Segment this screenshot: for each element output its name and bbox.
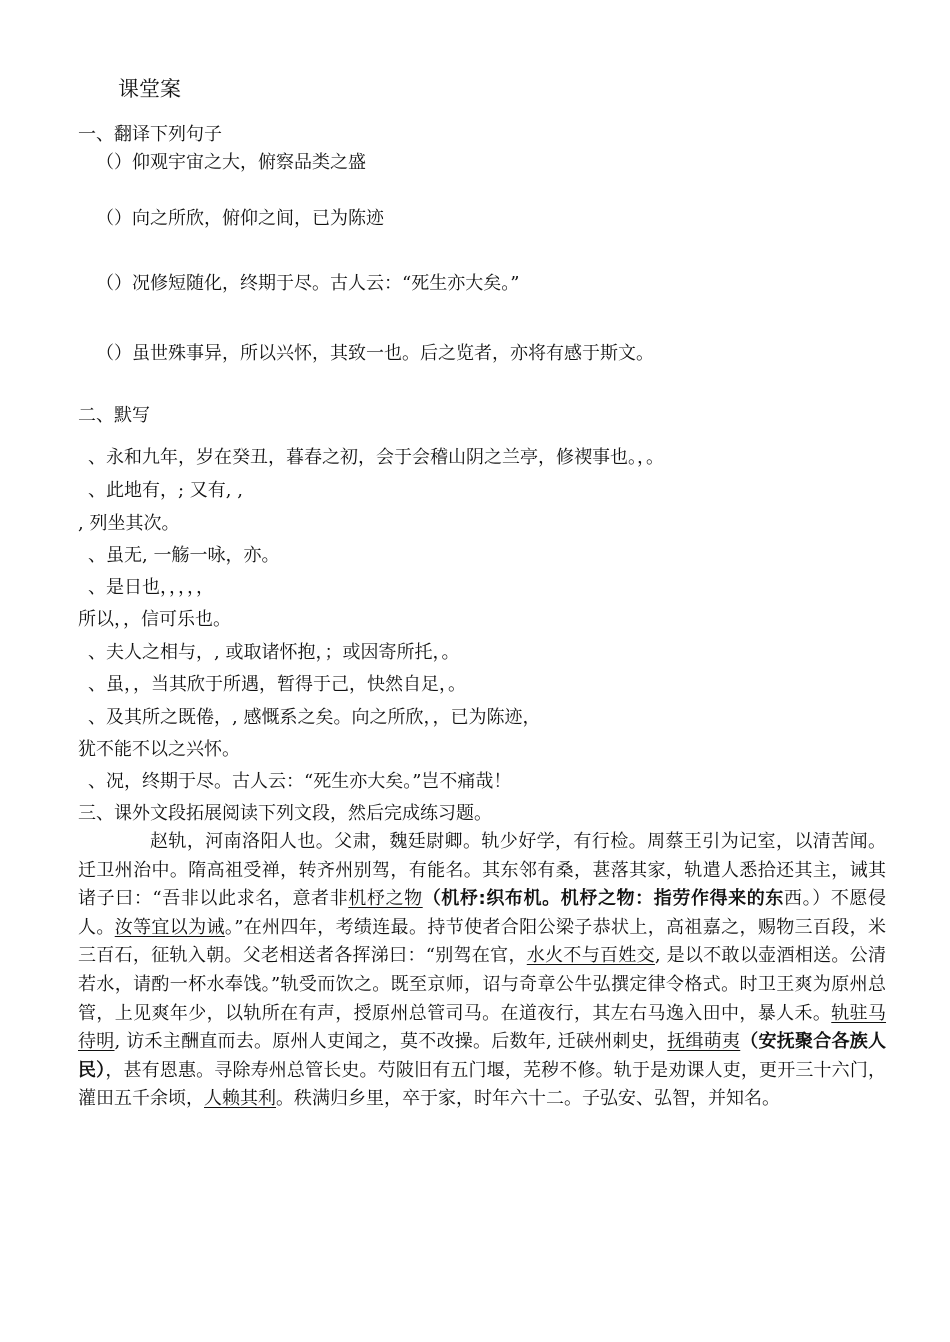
passage-text: 赵轨，河南洛阳人也。父肃，魏廷尉卿。轨少好学，有行检。周蔡王引为记室，以清苦闻。迁卫州治中。隋高祖受禅，转齐州别驾，有能名。其东邻有桑，葚落其家，轨遣人悉拾还其主，诫其诸子曰：“吾非以此求名，意者非 <box>78 831 886 910</box>
reading-passage <box>78 828 886 1114</box>
dictation-line-1: 、永和九年，岁在癸丑，暮春之初，会于会稽山阴之兰亭，修禊事也。，。 <box>88 447 664 468</box>
dictation-line-7: 、夫人之相与，, 或取诸怀抱，；或因寄所托，。 <box>88 642 460 663</box>
dictation-line-9: 、及其所之既倦，, 感慨系之矣。向之所欣，，已为陈迹， <box>88 707 541 728</box>
translate-item-4: （）虽世殊事异，所以兴怀，其致一也。后之览者，亦将有感于斯文。 <box>96 343 654 364</box>
passage-text: ，甚有恩惠。寻除寿州总管长史。芍陂旧有五门堰，芜秽不修。轨于是劝课人吏，更开三十六门，灌田五千余顷， <box>78 1059 887 1110</box>
translate-item-1: （）仰观宇宙之大，俯察品类之盛 <box>96 152 366 173</box>
translate-item-3: （）况修短随化，终期于尽。古人云：“死生亦大矣。” <box>96 273 520 294</box>
translate-item-2: （）向之所欣，俯仰之间，已为陈迹 <box>96 208 384 229</box>
annotation-note: （安抚聚合各族人民） <box>78 1031 887 1081</box>
underlined-phrase: 抚缉萌夷 <box>667 1031 741 1053</box>
annotation-note: （机杼:织布机。机杼之物：指劳作得来的东 <box>422 888 784 910</box>
section-2-heading: 二、默写 <box>78 405 150 426</box>
underlined-phrase: 轨驻马待明 <box>78 1002 887 1053</box>
passage-text: , 访禾主酬直而去。原州人吏闻之，莫不改操。后数年, 迁硖州刺史， <box>114 1031 668 1053</box>
passage-text: , 是以不敢以壶酒相送。公清若水，请酌一杯水奉饯。”轨受而饮之。既至京师，诏与奇章公牛弘撰定律令格式。时卫王爽为原州总管，上见爽年少，以轨所在有声，授原州总管司马。在道夜行，其左右马逸入田中，暴人禾。 <box>78 945 886 1024</box>
underlined-phrase: 机杼之物 <box>348 888 423 910</box>
underlined-phrase: 汝等宜以为诫 <box>114 916 225 938</box>
underlined-phrase: 人赖其利 <box>204 1088 276 1110</box>
dictation-line-6: 所以，，信可乐也。 <box>78 609 231 630</box>
section-1-heading: 一、翻译下列句子 <box>78 124 222 145</box>
dictation-line-11: 、况，终期于尽。古人云：“死生亦大矣。”岂不痛哉！ <box>88 771 512 792</box>
passage-text: 西。）不愿侵人。 <box>78 888 887 938</box>
passage-text: 。”在州四年，考绩连最。持节使者合阳公梁子恭状上，高祖嘉之，赐物三百段，米三百石，征轨入朝。父老相送者各挥涕曰：“别驾在官， <box>78 916 886 967</box>
section-3-heading: 三、课外文段拓展阅读下列文段，然后完成练习题。 <box>78 803 492 824</box>
page-title: 课堂案 <box>118 77 181 101</box>
dictation-line-10: 犹不能不以之兴怀。 <box>78 739 240 760</box>
dictation-line-5: 、是日也，，，，， <box>88 577 214 598</box>
dictation-line-2: 、此地有，; 又有, , <box>88 480 243 501</box>
passage-text: 。秩满归乡里，卒于家，时年六十二。子弘安、弘智，并知名。 <box>276 1088 780 1110</box>
dictation-line-3: , 列坐其次。 <box>78 513 180 534</box>
dictation-line-8: 、虽，，当其欣于所遇，暂得于己，快然自足，。 <box>88 674 466 695</box>
underlined-phrase: 水火不与百姓交 <box>526 945 655 967</box>
dictation-line-4: 、虽无, 一觞一咏，亦。 <box>88 545 280 566</box>
